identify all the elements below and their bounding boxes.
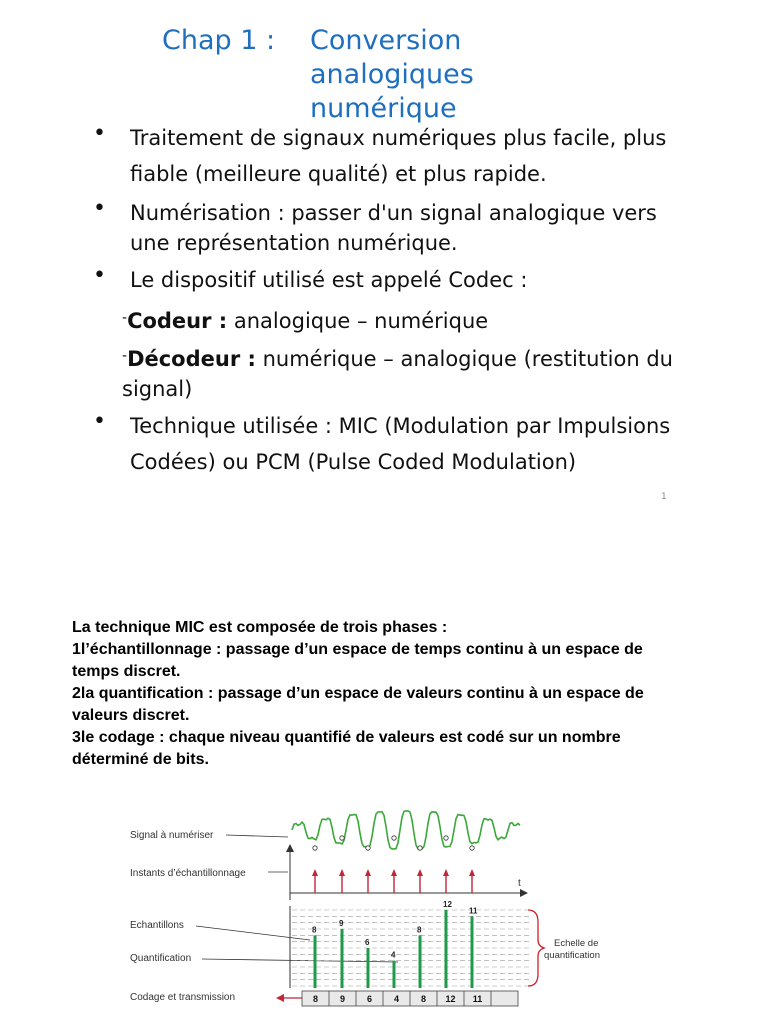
leader-line — [196, 926, 310, 940]
bullet-item — [90, 120, 700, 192]
sub-item-term: Décodeur : — [127, 347, 256, 371]
bullet-item — [90, 408, 700, 480]
sampling-arrow-icon — [339, 869, 345, 876]
code-cell-value: 11 — [472, 994, 483, 1004]
analog-signal — [292, 811, 520, 849]
bullet-dot-icon: • — [93, 263, 106, 288]
mic-intro: La technique MIC est composée de trois phases : — [72, 619, 448, 636]
echelle-label-1: Echelle de — [554, 938, 599, 949]
quantization-levels — [292, 910, 530, 986]
label-quantification: Quantification — [130, 953, 192, 964]
sample-value-label: 11 — [469, 906, 478, 916]
sampling-arrow-icon — [312, 869, 318, 876]
bullet-text: Traitement de signaux numériques plus facile, plus fiable (meilleure qualité) et plus rapide. — [130, 126, 667, 186]
sample-marker — [392, 836, 396, 840]
sample-value-label: 6 — [365, 938, 370, 947]
bullet-list — [90, 120, 700, 480]
pcm-diagram — [120, 800, 630, 1015]
echelle-label-2: quantification — [544, 950, 600, 961]
sample-marker — [444, 836, 448, 840]
chapter-label: Chap 1 : — [162, 25, 276, 56]
mic-phase-2: 2la quantification : passage d’un espace de valeurs continu à un espace de valeurs discret. — [72, 685, 649, 724]
bullet-item — [90, 198, 700, 258]
code-cell-value: 4 — [393, 994, 400, 1004]
sample-marker — [470, 846, 474, 850]
sample-marker — [313, 846, 317, 850]
slide-title: Conversion analogiques numérique — [310, 25, 474, 124]
page-number: 1 — [661, 492, 667, 502]
sub-item-text: analogique – numérique — [227, 309, 489, 333]
sampling-arrow-icon — [443, 869, 449, 876]
sample-marker — [366, 846, 370, 850]
quantification-brace — [528, 910, 544, 986]
label-signal: Signal à numériser — [130, 830, 214, 841]
dash-marker: - — [122, 310, 128, 326]
sub-item-term: Codeur : — [127, 309, 228, 333]
bullet-dot-icon: • — [93, 196, 106, 221]
bullet-dot-icon: • — [93, 409, 106, 434]
sample-value-label: 12 — [443, 900, 452, 909]
sample-value-label: 9 — [339, 919, 344, 928]
sample-value-label: 8 — [312, 925, 317, 935]
sampling-arrows — [312, 869, 475, 893]
label-instants: Instants d’échantillonnage — [130, 868, 246, 879]
sample-value-label: 4 — [391, 950, 396, 960]
sub-item-decodeur — [90, 341, 700, 404]
sub-item-text: numérique – analogique (restitution du signal) — [122, 347, 673, 401]
bullet-text: Numérisation : passer d'un signal analogique vers une représentation numérique. — [130, 201, 657, 255]
time-axis-label: t — [518, 878, 521, 889]
label-codage: Codage et transmission — [130, 992, 236, 1003]
label-echantillons: Echantillons — [130, 920, 184, 931]
code-cell-value: 8 — [312, 994, 319, 1004]
bullet-text: Le dispositif utilisé est appelé Codec : — [130, 268, 528, 292]
sample-value-label: 8 — [417, 925, 422, 935]
sampling-arrow-icon — [365, 869, 371, 876]
sample-marker — [418, 846, 422, 850]
code-cell-value: 8 — [420, 994, 427, 1004]
mic-phase-3: 3le codage : chaque niveau quantifié de valeurs est codé sur un nombre déterminé de bits. — [72, 729, 626, 768]
sample-bars — [312, 900, 478, 988]
sampling-arrow-icon — [417, 869, 423, 876]
bullet-text: Technique utilisée : MIC (Modulation par Impulsions Codées) ou PCM (Pulse Coded Modulation) — [130, 414, 671, 474]
code-cell-value: 9 — [339, 994, 346, 1004]
sample-marker — [340, 836, 344, 840]
transmission-arrow-icon — [276, 994, 284, 1002]
sampling-arrow-icon — [469, 869, 475, 876]
bullet-item — [90, 262, 700, 298]
axis-arrow-icon — [520, 889, 528, 897]
leader-line — [226, 835, 288, 837]
bullet-dot-icon: • — [93, 121, 106, 146]
dash-marker: - — [122, 348, 128, 364]
code-cell-value: 6 — [366, 994, 373, 1004]
code-cell-value: 12 — [445, 994, 456, 1004]
axis-arrow-icon — [286, 844, 294, 852]
mic-phase-1: 1l’échantillonnage : passage d’un espace de temps continu à un espace de temps discret. — [72, 641, 648, 680]
mic-description — [72, 617, 672, 771]
sub-item-codeur — [90, 302, 700, 337]
sampling-arrow-icon — [391, 869, 397, 876]
